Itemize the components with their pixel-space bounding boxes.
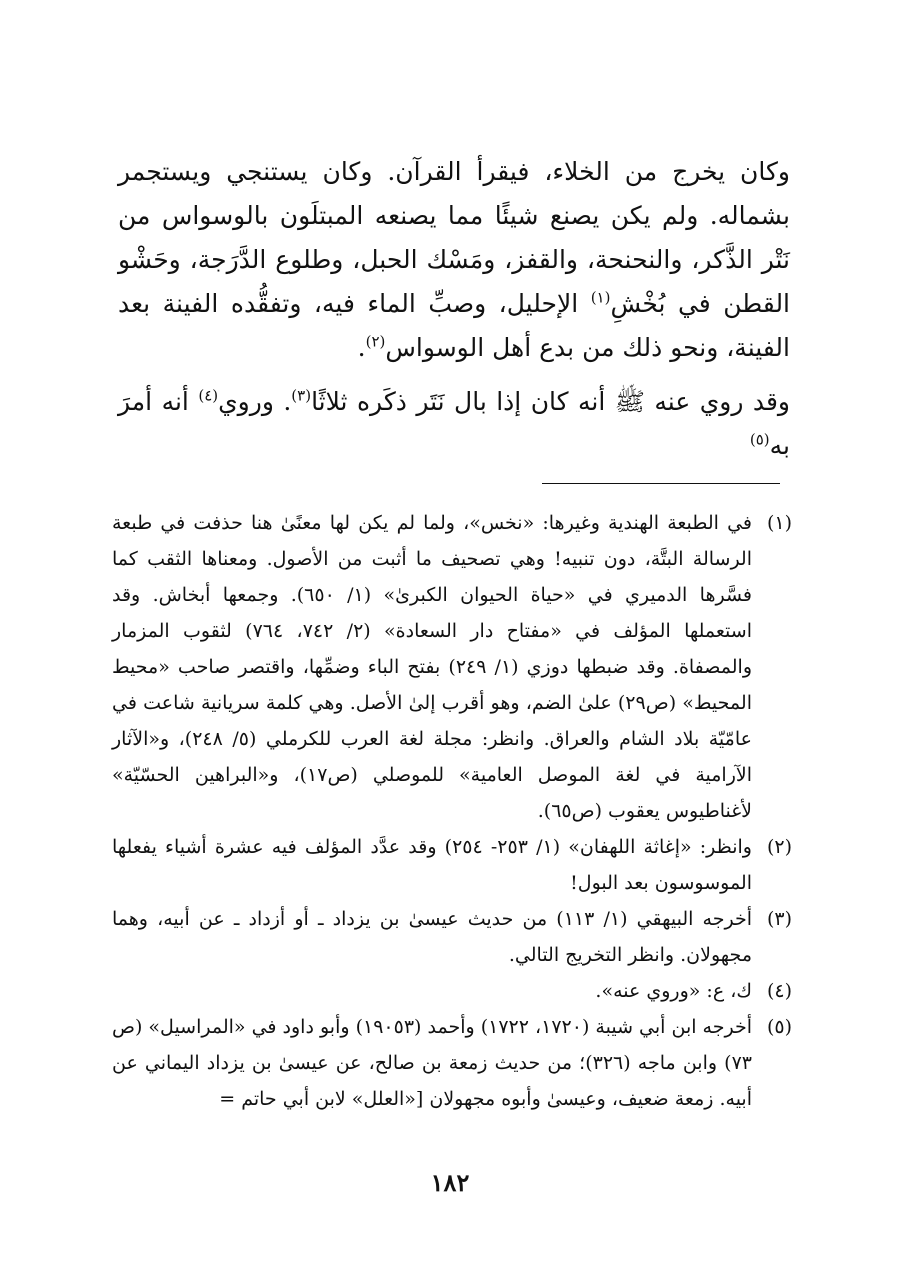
main-paragraph-text: وقد روي عنه ﷺ أنه كان إذا بال نَتَر ذكَره ثلاثًا	[311, 387, 790, 416]
footnote-number: (٤)	[766, 980, 792, 1002]
footnote-ref: (٤)	[198, 386, 219, 405]
footnote-text: أخرجه البيهقي (١/ ١١٣) من حديث عيسىٰ بن يزداد ـ أو أزداد ـ عن أبيه، وهما مجهولان. وانظر التخريج التالي.	[112, 908, 752, 966]
footnote-text: في الطبعة الهندية وغيرها: «نخس»، ولما لم يكن لها معنًىٰ هنا حذفت في طبعة الرسالة البتَّة، دون تنبيه! وهي تصحيف ما أثبت من الأصول. ومعناها الثقب كما فسَّرها الدميري في «حياة الحيوان الكبرىٰ» (١/ ٦٥٠). وجمعها أبخاش. وقد استعملها المؤلف في «مفتاح دار السعادة» (٢/ ٧٤٢، ٧٦٤) لثقوب المزمار والمصفاة. وقد ضبطها دوزي (١/ ٢٤٩) بفتح الباء وضمِّها، واقتصر صاحب «محيط المحيط» (ص٢٩) علىٰ الضم، وهو أقرب إلىٰ الأصل. وهي كلمة سريانية شاعت في عامّيّة بلاد الشام والعراق. وانظر: مجلة لغة العرب للكرملي (٥/ ٢٤٨)، و«الآثار الآرامية في لغة الموصل العامية» للموصلي (ص١٧)، و«البراهين الحسّيّة» لأغناطيوس يعقوب (ص٦٥).	[112, 512, 752, 822]
main-paragraph	[118, 380, 790, 468]
main-paragraph-text: الإحليل، وصبِّ الماء فيه، وتفقُّده الفينة بعد الفينة، ونحو ذلك من بدع أهل الوسواس	[118, 289, 790, 362]
footnote-item	[112, 901, 792, 973]
footnote-ref: (١)	[590, 288, 611, 307]
footnote-text: ك، ع: «وروي عنه».	[595, 980, 752, 1002]
footnote-ref: (٢)	[365, 332, 386, 351]
footnote-number: (٥)	[766, 1016, 792, 1038]
footnote-number: (٣)	[766, 908, 792, 930]
footnote-divider	[542, 483, 780, 484]
footnote-number: (٢)	[766, 836, 792, 858]
footnote-text: وانظر: «إغاثة اللهفان» (١/ ٢٥٣- ٢٥٤) وقد عدَّد المؤلف فيه عشرة أشياء يفعلها الموسوسون بعد البول!	[112, 836, 752, 894]
main-paragraph-text: .	[357, 333, 366, 362]
footnote-number: (١)	[766, 512, 792, 534]
main-text	[118, 150, 790, 468]
main-paragraph-text: أنه أمرَ به	[118, 387, 790, 460]
footnote-item	[112, 829, 792, 901]
footnote-item	[112, 973, 792, 1009]
main-paragraph-text: وكان يخرج من الخلاء، فيقرأ القرآن. وكان يستنجي ويستجمر بشماله. ولم يكن يصنع شيئًا مما يصنعه المبتلَون بالوسواس من نَتْر الذَّكر، والنحنحة، والقفز، ومَسْك الحبل، وطلوع الدَّرَجة، وحَشْو القطن في بُخْشِ	[118, 157, 791, 318]
footnote-text: أخرجه ابن أبي شيبة (١٧٢٠، ١٧٢٢) وأحمد (١٩٠٥٣) وأبو داود في «المراسيل» (ص ٧٣) وابن ماجه (٣٢٦)؛ من حديث زمعة بن صالح، عن عيسىٰ بن يزداد اليماني عن أبيه. زمعة ضعيف، وعيسىٰ وأبوه مجهولان [«العلل» لابن أبي حاتم =	[112, 1016, 753, 1110]
footnote-item	[112, 1009, 792, 1117]
footnotes	[112, 505, 792, 1117]
footnote-ref: (٥)	[749, 430, 770, 449]
main-paragraph	[118, 150, 790, 370]
footnote-ref: (٣)	[291, 386, 312, 405]
page-number: ١٨٢	[430, 1168, 470, 1197]
main-paragraph-text: . وروي	[218, 387, 292, 416]
footnote-item	[112, 505, 792, 829]
